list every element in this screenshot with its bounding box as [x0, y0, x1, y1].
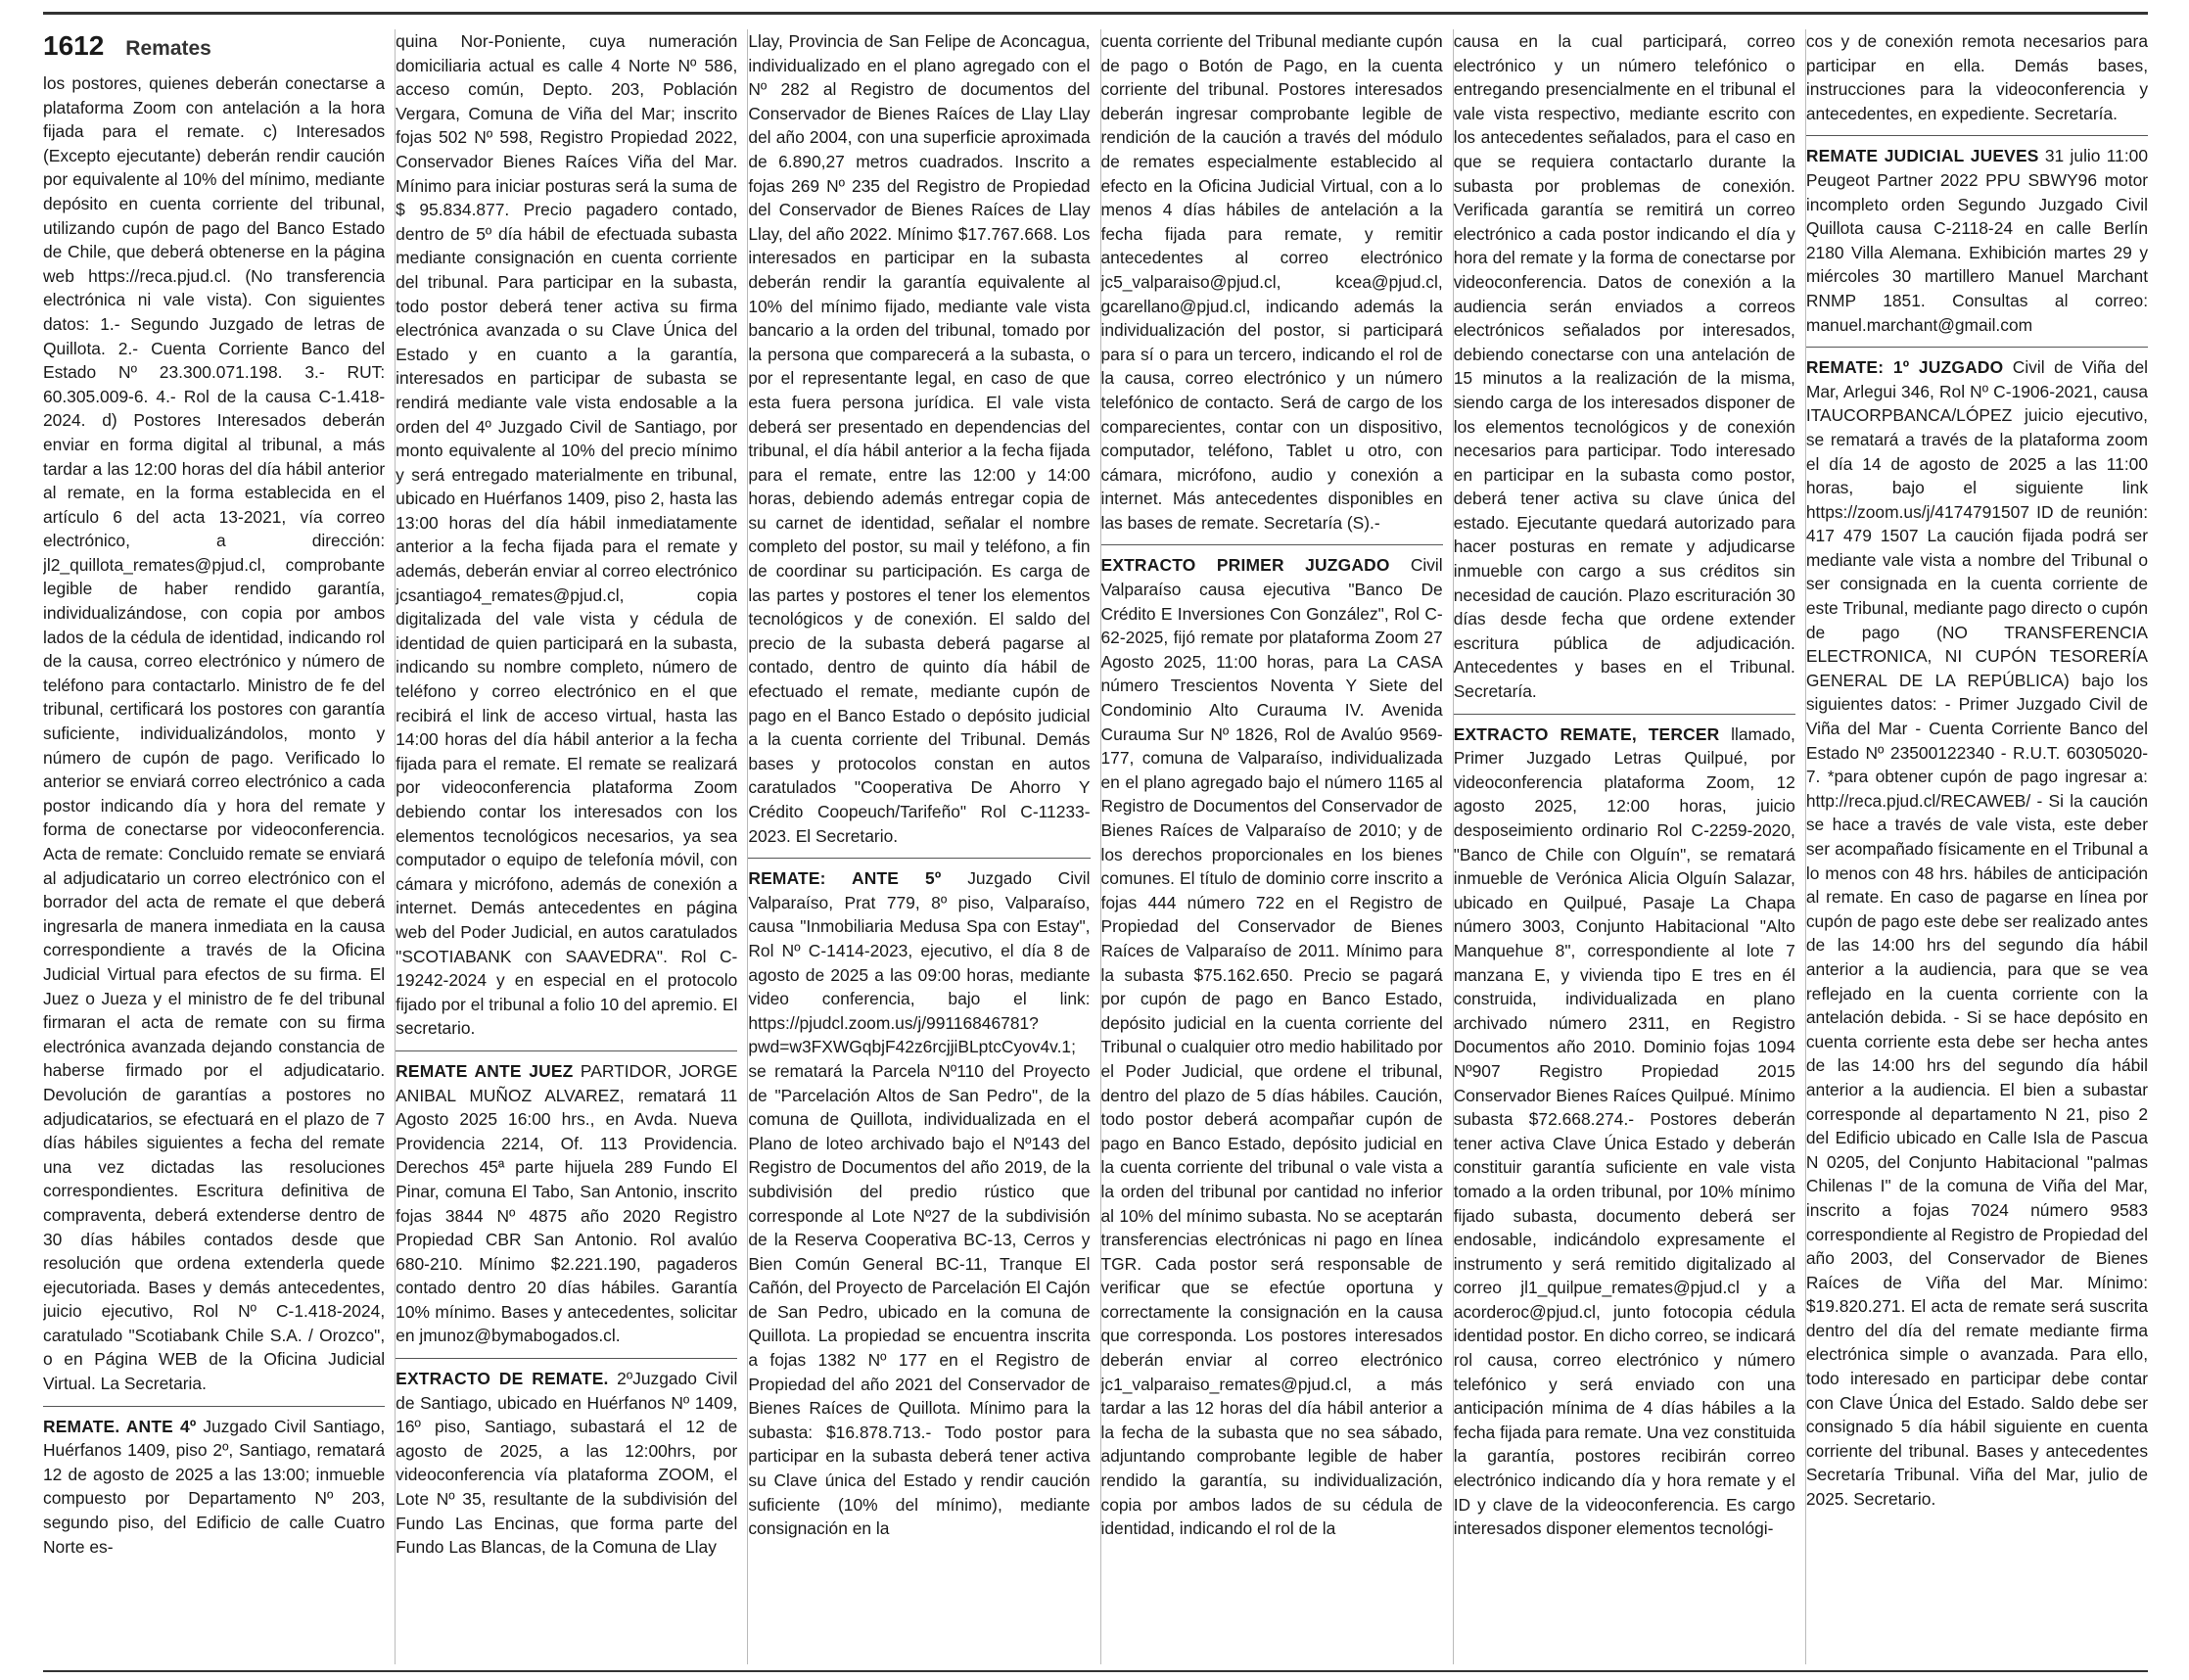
notice	[1101, 29, 1443, 535]
notice-text: 2ºJuzgado Civil de Santiago, ubicado en Huérfanos Nº 1409, 16º piso, Santiago, subastará el 12 de agosto de 2025, a las 12:00hrs, por videoconferencia vía plataforma ZOOM, el Lote Nº 35, resultante de la subdivisión del Fundo Las Encinas, que forma parte del Fundo Las Blancas, de la Comuna de Llay	[396, 1369, 738, 1558]
notice	[1454, 714, 1795, 1541]
notice	[1806, 29, 2148, 125]
notice-text: quina Nor-Poniente, cuya numeración domiciliaria actual es calle 4 Norte Nº 586, acceso común, Depto. 203, Población Vergara, Comuna de Viña del Mar; inscrito fojas 502 Nº 598, Registro Propiedad 2022, Conservador Bienes Raíces Viña del Mar. Mínimo para iniciar posturas será la suma de $ 95.834.877. Precio pagadero contado, dentro de 5º día hábil de efectuada subasta mediante consignación en cuenta corriente del tribunal. Para participar en la subasta, todo postor deberá tener activa su firma electrónica avanzada o su Clave Única del Estado y en cuanto a la garantía, interesados en participar de subasta se rendirá mediante vale vista endosable a la orden del 4º Juzgado Civil de Santiago, por monto equivalente al 10% del precio mínimo y será entregado materialmente en tribunal, ubicado en Huérfanos 1409, piso 2, hasta las 13:00 horas del día hábil inmediatamente anterior a la fecha fijada para el remate y además, deberán enviar al correo electrónico jcsantiago4_remates@pjud.cl, copia digitalizada del vale vista y cédula de identidad de quien participará en la subasta, indicando su nombre completo, número de teléfono y correo electrónico en el que recibirá el link de acceso virtual, hasta las 14:00 horas del día hábil anterior a la fecha fijada para el remate. El remate se realizará por videoconferencia plataforma Zoom debiendo contar los interesados con los elementos tecnológicos necesarios, ya sea computador o equipo de telefonía móvil, con cámara y micrófono, además de conexión a internet. Demás antecedentes en página web del Poder Judicial, en autos caratulados "SCOTIABANK con SAAVEDRA". Rol C-19242-2024 y en especial en el protocolo fijado por el tribunal a folio 10 del apremio. El secretario.	[396, 31, 738, 1039]
notice-text: cuenta corriente del Tribunal mediante cupón de pago o Botón de Pago, en la cuenta corriente del tribunal. Postores interesados deberán ingresar comprobante legible de rendición de la caución a través del módulo de remates especialmente establecido al efecto en la Oficina Judicial Virtual, con a lo menos 4 días hábiles de antelación a la fecha fijada para remate, y remitir antecedentes al correo electrónico jc5_valparaiso@pjud.cl, kcea@pjud.cl, gcarellano@pjud.cl, indicando además la individualización del postor, si participará para sí o para un tercero, indicando el rol de la causa, correo electrónico y un número telefónico de contacto. Será de cargo de los comparecientes, contar con un dispositivo, computador, teléfono, Tablet u otro, con cámara, micrófono, audio y conexión a internet. Más antecedentes disponibles en las bases de remate. Secretaría (S).-	[1100, 31, 1443, 533]
notice-lead: REMATE: 1º JUZGADO	[1805, 357, 2004, 378]
page-number: 1612	[43, 30, 105, 61]
notice-text: PARTIDOR, JORGE ANIBAL MUÑOZ ALVAREZ, rematará 11 Agosto 2025 16:00 hrs., en Avda. Nueva Providencia 2214, Of. 113 Providencia. Derechos 45ª parte hijuela 289 Fundo El Pinar, comuna El Tabo, San Antonio, inscrito fojas 3844 Nº 4875 año 2020 Registro Propiedad CBR San Antonio. Rol avalúo 680-210. Mínimo $2.221.190, pagaderos contado dentro 20 días hábiles. Garantía 10% mínimo. Bases y antecedentes, solicitar en jmunoz@bymabogados.cl.	[396, 1060, 738, 1346]
notice	[1806, 347, 2148, 1512]
column-1	[43, 29, 385, 1664]
notice	[1454, 29, 1795, 704]
notice-text: Juzgado Civil Valparaíso, Prat 779, 8º piso, Valparaíso, causa "Inmobiliaria Medusa Spa con Estay", Rol Nº C-1414-2023, ejecutivo, el día 8 de agosto de 2025 a las 09:00 horas, mediante video conferencia, bajo el link: https://pjudcl.zoom.us/j/99116846781?pwd=w3FXWGqbjF42z6rcjjiBLptcCyov4v.1; se rematará la Parcela Nº110 del Proyecto de "Parcelación Altos de San Pedro", de la comuna de Quillota, individualizada en el Plano de loteo archivado bajo el Nº143 del Registro de Documentos del año 2019, de la subdivisión del predio rústico que corresponde al Lote Nº27 de la subdivisión de la Reserva Cooperativa BC-13, Cerros y Bien Común General BC-11, Tranque El Cañón, del Proyecto de Parcelación El Cajón de San Pedro, ubicado en la comuna de Quillota. La propiedad se encuentra inscrita a fojas 1382 Nº 177 en el Registro de Propiedad del año 2021 del Conservador de Bienes Raíces de Quillota. Mínimo para la subasta: $16.878.713.- Todo postor para participar en la subasta deberá tener activa su Clave única del Estado y rendir caución suficiente (10% del mínimo), mediante consignación en la	[748, 868, 1091, 1539]
column-6	[1806, 29, 2148, 1664]
notice-lead: REMATE: ANTE 5º	[748, 868, 942, 889]
bottom-rule	[43, 1670, 2148, 1672]
notice-lead: EXTRACTO PRIMER JUZGADO	[1100, 555, 1390, 576]
notice-lead: REMATE JUDICIAL JUEVES	[1805, 146, 2039, 166]
notice-lead: EXTRACTO DE REMATE.	[396, 1369, 609, 1389]
notice-lead: REMATE ANTE JUEZ	[396, 1060, 574, 1081]
notice-text: Civil Valparaíso causa ejecutiva "Banco De Crédito E Inversiones Con González", Rol C-62-2025, fijó remate por plataforma Zoom 27 Agosto 2025, 11:00 horas, para La CASA número Trescientos Noventa Y Siete del Condominio Alto Curauma IV. Avenida Curauma Sur Nº 1826, Rol de Avalúo 9569-177, comuna de Valparaíso, individualizada en el plano agregado bajo el número 1165 al Registro de Documentos del Conservador de Bienes Raíces de Valparaíso de 2010; y de los derechos proporcionales en los bienes comunes. El título de dominio corre inscrito a fojas 444 número 722 en el Registro de Propiedad del Conservador de Bienes Raíces de Valparaíso de 2011. Mínimo para la subasta $75.162.650. Precio se pagará por cupón de pago en Banco Estado, depósito judicial en la cuenta corriente del Tribunal o cualquier otro medio habilitado por el Poder Judicial, que ordene el tribunal, dentro del plazo de 5 días hábiles. Caución, todo postor deberá acompañar cupón de pago en Banco Estado, depósito judicial en la cuenta corriente del tribunal o vale vista a la orden del tribunal por cantidad no inferior al 10% del mínimo subasta. No se aceptarán transferencias electrónicas ni pago en línea TGR. Cada postor será responsable de verificar que se efectúe oportuna y correctamente la consignación en la causa que corresponda. Los postores interesados deberán enviar al correo electrónico jc1_valparaiso_remates@pjud.cl, a más tardar a las 12 horas del día hábil anterior a la fecha de la subasta que no sea sábado, adjuntando comprobante legible de haber rendido la garantía, su individualización, copia por ambos lados de su cédula de identidad, indicando el rol de la	[1100, 555, 1443, 1539]
notice-lead: EXTRACTO REMATE, TERCER	[1453, 723, 1720, 744]
notice-text: los postores, quienes deberán conectarse a plataforma Zoom con antelación a la hora fijada para el remate. c) Interesados (Excepto ejecutante) deberán rendir caución por equivalente al 10% del mínimo, mediante depósito en cuenta corriente del tribunal, utilizando cupón de pago del Banco Estado de Chile, que deberá obtenerse en la página web https://reca.pjud.cl. (No transferencia electrónica ni vale vista). Con siguientes datos: 1.- Segundo Juzgado de letras de Quillota. 2.- Cuenta Corriente Banco del Estado Nº 23.300.071.198. 3.- RUT: 60.305.009-6. 4.- Rol de la causa C-1.418-2024. d) Postores Interesados deberán enviar en forma digital al tribunal, a más tardar a las 12:00 horas del día hábil anterior al remate, en la forma establecida en el artículo 6 del acta 13-2021, vía correo electrónico, a dirección: jl2_quillota_remates@pjud.cl, comprobante legible de haber rendido garantía, individualizándose, con copia por ambos lados de la cédula de identidad, indicando rol de la causa, correo electrónico y número de teléfono para contactarlo. Ministro de fe del tribunal, certificará los postores con garantía suficiente, individualizándolos, monto y número de cupón de pago. Verificado lo anterior se enviará correo electrónico a cada postor indicando día y hora del remate y forma de conectarse por videoconferencia. Acta de remate: Concluido remate se enviará al adjudicatario un correo electrónico con el borrador del acta de remate el que deberá ingresarla de manera inmediata en la causa correspondiente a través de la Oficina Judicial Virtual para efectos de su firma. El Juez o Jueza y el ministro de fe del tribunal firmaran el acta de remate con su firma electrónica avanzada dejando constancia de haberse firmado por el adjudicatario. Devolución de garantías a postores no adjudicatarios, se efectuará en el plazo de 7 días hábiles siguientes a fecha del remate una vez dictadas las resoluciones correspondientes. Escritura definitiva de compraventa, deberá extenderse dentro de 30 días hábiles contados desde que resolución que ordena extenderla quede ejecutoriada. Bases y demás antecedentes, juicio ejecutivo, Rol Nº C-1.418-2024, caratulado "Scotiabank Chile S.A. / Orozco", o en Página WEB de la Oficina Judicial Virtual. La Secretaria.	[43, 73, 386, 1394]
notice-text: cos y de conexión remota necesarios para participar en ella. Demás bases, instrucciones para la videoconferencia y antecedentes, en expediente. Secretaría.	[1805, 31, 2149, 123]
notice-text: Llay, Provincia de San Felipe de Aconcagua, individualizado en el plano agregado con el Nº 282 al Registro de documentos del Conservador de Bienes Raíces de Llay Llay del año 2004, con una superficie aproximada de 6.890,27 metros cuadrados. Inscrito a fojas 269 Nº 235 del Registro de Propiedad del Conservador de Bienes Raíces de Llay Llay, del año 2022. Mínimo $17.767.668. Los interesados en participar en la subasta deberán rendir la garantía equivalente al 10% del mínimo fijado, mediante vale vista bancario a la orden del tribunal, tomado por la persona que comparecerá a la subasta, o por el representante legal, en caso de que esta fuera persona jurídica. El vale vista deberá ser presentado en dependencias del tribunal, el día hábil anterior a la fecha fijada para el remate, entre las 12:00 y 14:00 horas, debiendo además entregar copia de su carnet de identidad, señalar el nombre completo del postor, su mail y teléfono, a fin de coordinar su participación. Es carga de las partes y postores el tener los elementos tecnológicos y de conexión. El saldo del precio de la subasta deberá pagarse al contado, dentro de quinto día hábil de efectuado el remate, mediante cupón de pago en el Banco Estado o depósito judicial a la cuenta corriente del Tribunal. Demás bases y protocolos constan en autos caratulados "Cooperativa De Ahorro Y Crédito Coopeuch/Tarifeño" Rol C-11233-2023. El Secretario.	[748, 31, 1091, 846]
column-4	[1101, 29, 1443, 1664]
notice-text: Civil de Viña del Mar, Arlegui 346, Rol Nº C-1906-2021, causa ITAUCORPBANCA/LÓPEZ juicio ejecutivo, se rematará a través de la plataforma zoom el día 14 de agosto de 2025 a las 11:00 horas, bajo el siguiente link https://zoom.us/j/4174791507 ID de reunión: 417 479 1507 La caución fijada podrá ser mediante vale vista a nombre del Tribunal o ser consignada en la cuenta corriente de este Tribunal, mediante pago directo o cupón de pago (NO TRANSFERENCIA ELECTRONICA, NI CUPÓN TESORERÍA GENERAL DE LA REPÚBLICA) bajo los siguientes datos: - Primer Juzgado Civil de Viña del Mar - Cuenta Corriente Banco del Estado Nº 23500122340 - R.U.T. 60305020-7. *para obtener cupón de pago ingresar a: http://reca.pjud.cl/RECAWEB/ - Si la caución se hace a través de vale vista, este deber ser acompañado físicamente en el Tribunal a lo menos con 48 hrs. hábiles de anticipación al remate. En caso de pagarse en línea por cupón de pago este debe ser realizado antes de las 14:00 hrs del segundo día hábil anterior a la audiencia, para que se vea reflejado en la cuenta corriente con la antelación debida. - Si se hace depósito en cuenta corriente esta debe ser hecha antes de las 14:00 hrs del segundo día hábil anterior a la audiencia. El bien a subastar corresponde al departamento N 21, piso 2 del Edificio ubicado en Calle Isla de Pascua N 0205, del Conjunto Habitacional "palmas Chilenas I" de la comuna de Viña del Mar, inscrito a fojas 7024 número 9583 correspondiente al Registro de Propiedad del año 2003, del Conservador de Bienes Raíces de Viña del Mar. Mínimo: $19.820.271. El acta de remate será suscrita dentro del día del remate mediante firma electrónica simple o avanzada. Para ello, todo interesado en participar debe contar con Clave Única del Estado. Saldo debe ser consignado 5 día hábil siguiente en cuenta corriente del tribunal. Bases y antecedentes Secretaría Tribunal. Viña del Mar, julio de 2025. Secretario.	[1805, 357, 2149, 1510]
page-header	[43, 29, 385, 66]
column-5	[1454, 29, 1795, 1664]
notice-text: llamado, Primer Juzgado Letras Quilpué, por videoconferencia plataforma Zoom, 12 agosto 2025, 12:00 horas, juicio desposeimiento ordinario Rol C-2259-2020, "Banco de Chile con Olguín", se rematará inmueble de Verónica Alicia Olguín Salazar, ubicado en Quilpué, Pasaje La Chapa número 3003, Conjunto Habitacional "Alto Manquehue 8", correspondiente al lote 7 manzana E, y vivienda tipo E tres en él construida, individualizada en plano archivado número 2311, en Registro Documentos año 2010. Dominio fojas 1094 Nº907 Registro Propiedad 2015 Conservador Bienes Raíces Quilpué. Mínimo subasta $72.668.274.- Postores deberán tener activa Clave Única Estado y deberán constituir garantía suficiente en vale vista tomado a la orden tribunal, por 10% mínimo fijado subasta, documento deberá ser endosable, indicándolo expresamente el instrumento y será remitido digitalizado al correo jl1_quilpue_remates@pjud.cl y a acorderoc@pjud.cl, junto fotocopia cédula identidad postor. En dicho correo, se indicará rol causa, correo electrónico y número telefónico y será enviado con una anticipación mínima de 4 días hábiles a la fecha fijada para remate. Una vez constituida la garantía, postores recibirán correo electrónico indicando día y hora remate y el ID y clave de la videoconferencia. Es cargo interesados disponer elementos tecnológi-	[1453, 723, 1795, 1539]
notice	[396, 29, 737, 1041]
notice	[1806, 135, 2148, 337]
notice	[43, 1406, 385, 1560]
notice-lead: REMATE. ANTE 4º	[43, 1416, 197, 1436]
notice-text: Juzgado Civil Santiago, Huérfanos 1409, piso 2º, Santiago, rematará 12 de agosto de 2025 a las 13:00; inmueble compuesto por Departamento Nº 203, segundo piso, del Edificio de calle Cuatro Norte es-	[43, 1416, 386, 1557]
notice	[748, 858, 1090, 1541]
top-rule	[43, 12, 2148, 15]
notice-text: causa en la cual participará, correo electrónico y un número telefónico o entregando presencialmente en el tribunal el vale vista respectivo, mediante escrito con los antecedentes señalados, para el caso en que se requiera contactarlo durante la subasta por problemas de conexión. Verificada garantía se remitirá un correo electrónico a cada postor indicando el día y hora del remate y la forma de conectarse por videoconferencia. Datos de conexión a la audiencia serán enviados a correos electrónicos señalados por interesados, debiendo conectarse con una antelación de 15 minutos a la realización de la misma, siendo carga de los interesados disponer de los elementos tecnológicos y de conexión necesarios para participar. Todo interesado en participar en la subasta como postor, deberá tener activa su clave única del estado. Ejecutante quedará autorizado para hacer posturas en remate y adjudicarse inmueble con cargo a sus créditos sin necesidad de caución. Plazo escrituración 30 días desde fecha que ordene extender escritura pública de adjudicación. Antecedentes y bases en el Tribunal. Secretaría.	[1453, 31, 1795, 702]
notice	[43, 71, 385, 1396]
section-name: Remates	[125, 37, 211, 60]
notice	[1101, 544, 1443, 1540]
column-3	[748, 29, 1090, 1664]
notice	[396, 1050, 737, 1348]
column-2	[396, 29, 737, 1664]
page	[43, 29, 2148, 1664]
notice-text: 31 julio 11:00 Peugeot Partner 2022 PPU SBWY96 motor incompleto orden Segundo Juzgado Civil Quillota causa C-2118-24 en calle Berlín 2180 Villa Alemana. Exhibición martes 29 y miércoles 30 martillero Manuel Marchant RNMP 1851. Consultas al correo: manuel.marchant@gmail.com	[1805, 146, 2149, 335]
notice	[396, 1358, 737, 1560]
notice	[748, 29, 1090, 848]
